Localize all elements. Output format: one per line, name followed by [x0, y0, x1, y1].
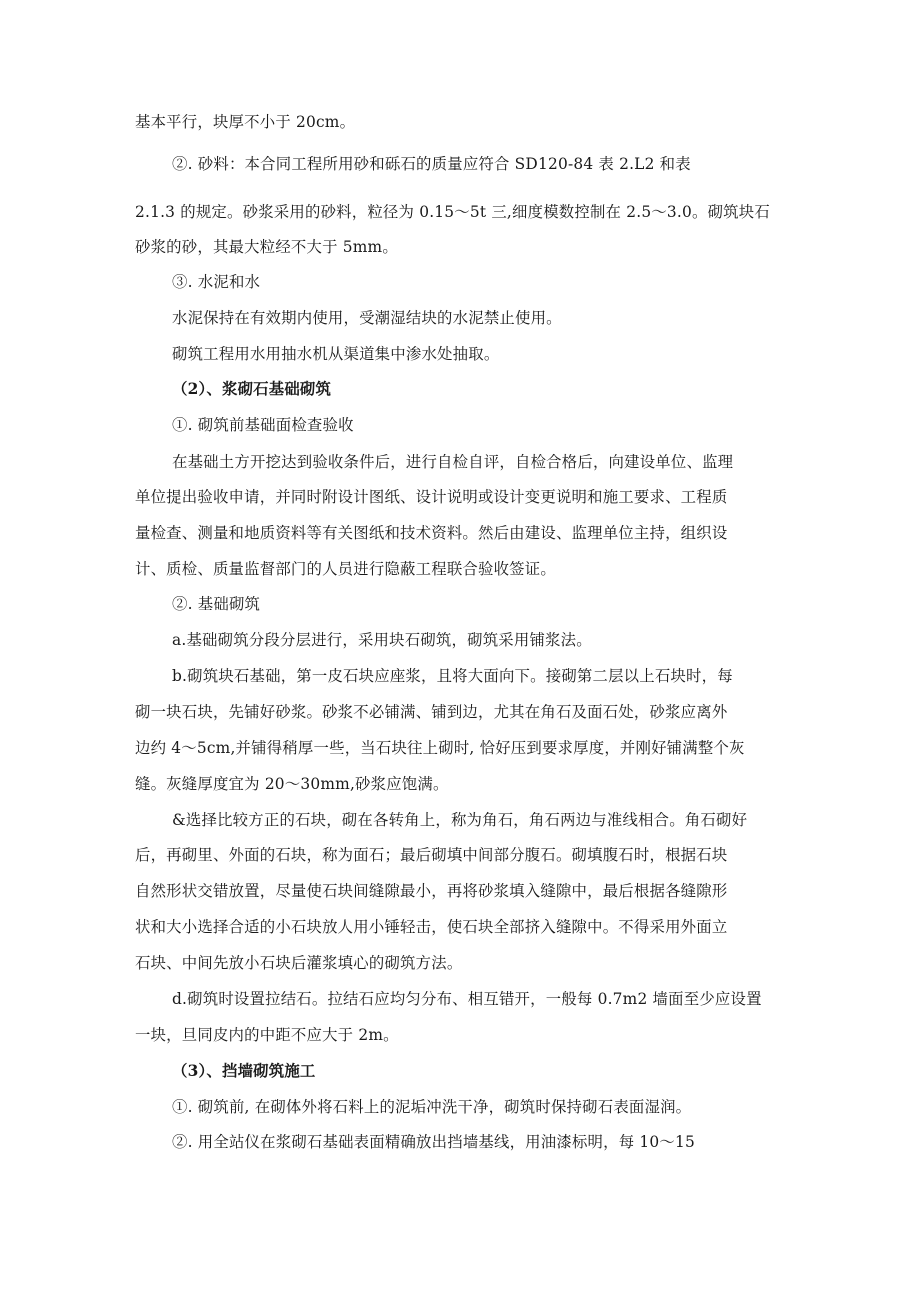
text-line: ②. 基础砌筑 — [172, 595, 261, 613]
text-line: 后，再砌里、外面的石块，称为面石；最后砌填中间部分腹石。砌填腹石时，根据石块 — [135, 846, 728, 864]
text-line: ②. 用全站仪在浆砌石基础表面精确放出挡墙基线，用油漆标明，每 10～15 — [172, 1133, 695, 1151]
text-line: 自然形状交错放置，尽量使石块间缝隙最小，再将砂浆填入缝隙中，最后根据各缝隙形 — [135, 882, 728, 900]
text-line: 2.1.3 的规定。砂浆采用的砂料，粒径为 0.15～5t 三,细度模数控制在 2.5～3.0。砌筑块石 — [135, 203, 770, 221]
text-line: 在基础土方开挖达到验收条件后，进行自检自评，自检合格后，向建设单位、监理 — [172, 453, 734, 471]
text-line: ③. 水泥和水 — [172, 273, 261, 291]
text-line: b.砌筑块石基础，第一皮石块应座浆，且将大面向下。接砌第二层以上石块时，每 — [172, 667, 733, 685]
text-line: 石块、中间先放小石块后灌浆填心的砌筑方法。 — [135, 954, 463, 972]
text-line: ①. 砌筑前, 在砌体外将石料上的泥垢冲洗干净，砌筑时保持砌石表面湿润。 — [172, 1098, 692, 1116]
text-line: 砂浆的砂，其最大粒经不大于 5mm。 — [135, 238, 398, 256]
text-line: 状和大小选择合适的小石块放人用小锤轻击，使石块全部挤入缝隙中。不得采用外面立 — [135, 918, 728, 936]
text-line: 砌筑工程用水用抽水机从渠道集中渗水处抽取。 — [172, 345, 500, 363]
text-line: 砌一块石块，先铺好砂浆。砂浆不必铺满、铺到边，尤其在角石及面石处，砂浆应离外 — [135, 703, 728, 721]
section-heading: （2）、浆砌石基础砌筑 — [172, 380, 332, 398]
text-line: 基本平行，块厚不小于 20cm。 — [135, 113, 356, 131]
text-line: a.基础砌筑分段分层进行，采用块石砌筑，砌筑采用铺浆法。 — [172, 631, 592, 649]
text-line: 计、质检、质量监督部门的人员进行隐蔽工程联合验收签证。 — [135, 560, 556, 578]
text-line: 量检查、测量和地质资料等有关图纸和技术资料。然后由建设、监理单位主持，组织设 — [135, 524, 728, 542]
text-line: d.砌筑时设置拉结石。拉结石应均匀分布、相互错开，一般每 0.7m2 墙面至少应设置 — [172, 990, 762, 1008]
text-line: ①. 砌筑前基础面检查验收 — [172, 416, 354, 434]
text-line: ②. 砂料：本合同工程所用砂和砾石的质量应符合 SD120-84 表 2.L2 和表 — [172, 155, 691, 173]
text-line: 单位提出验收申请，并同时附设计图纸、设计说明或设计变更说明和施工要求、工程质 — [135, 488, 728, 506]
text-line: 缝。灰缝厚度宜为 20～30mm,砂浆应饱满。 — [135, 775, 449, 793]
text-line: 边约 4～5cm,并铺得稍厚一些，当石块往上砌时, 恰好压到要求厚度，并刚好铺满整个灰 — [135, 739, 745, 757]
text-line: 一块，旦同皮内的中距不应大于 2m。 — [135, 1026, 399, 1044]
text-line: &选择比较方正的石块，砌在各转角上，称为角石，角石两边与准线相合。角石砌好 — [172, 811, 748, 829]
section-heading: （3）、挡墙砌筑施工 — [172, 1062, 316, 1080]
text-line: 水泥保持在有效期内使用，受潮湿结块的水泥禁止使用。 — [172, 309, 562, 327]
